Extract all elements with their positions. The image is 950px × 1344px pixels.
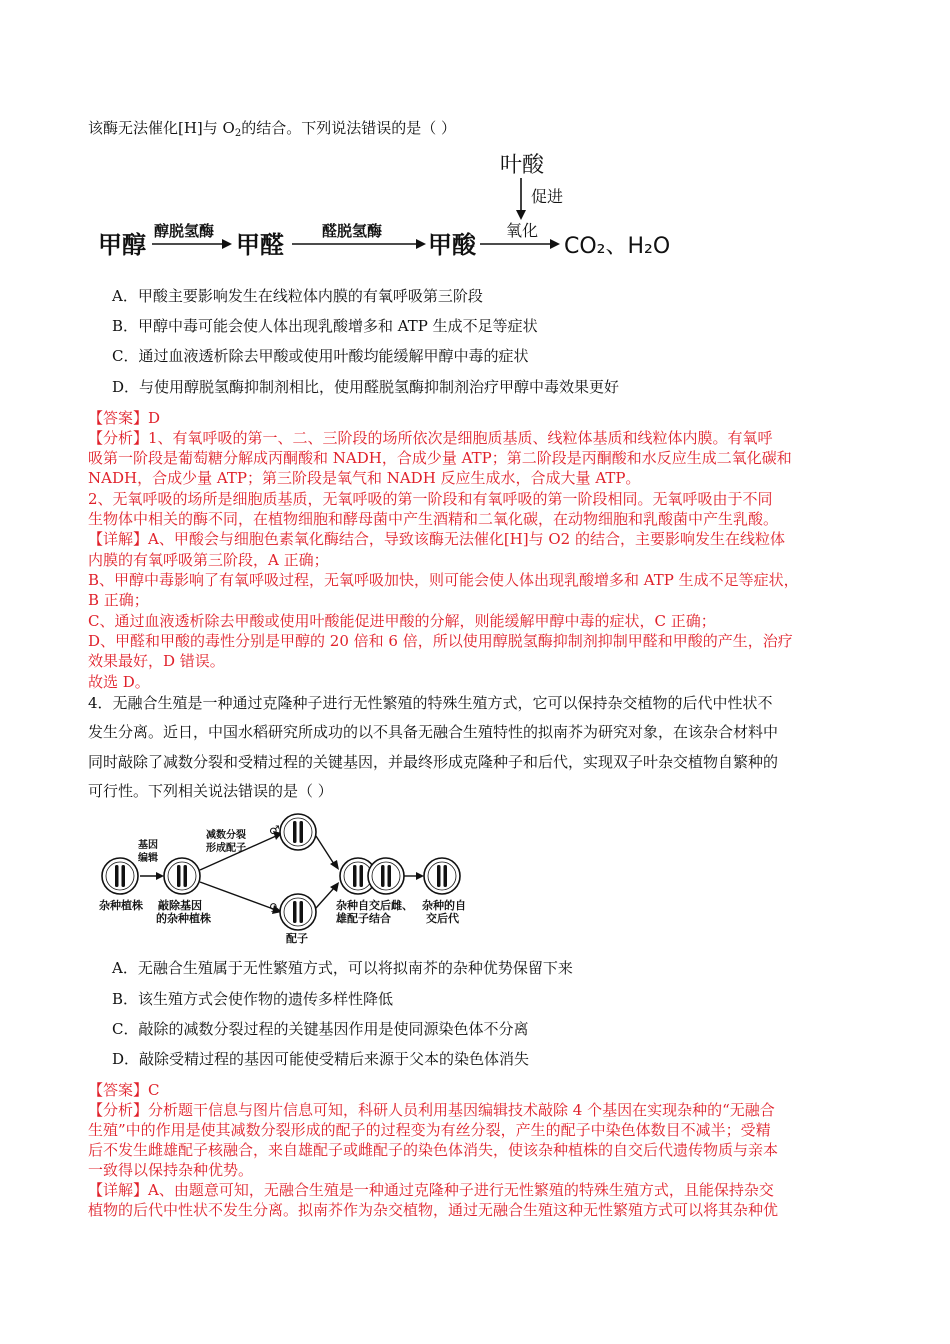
q4-stem-line: 同时敲除了减数分裂和受精过程的关键基因，并最终形成克隆种子和后代，实现双子叶杂交植物自繁种的 (88, 753, 779, 771)
meiosis-label-1: 减数分裂 (206, 830, 246, 841)
q4-answer-line: 【答案】C (88, 1081, 160, 1099)
q3-detail-line: 【详解】A、甲酸会与细胞色素氧化酶结合，导致该酶无法催化[H]与 O2 的结合，主要影响发生在线粒体 (88, 530, 785, 548)
q4-detail-line: 植物的后代中性状不发生分离。拟南芥作为杂交植物，通过无融合生殖这种无性繁殖方式可以将其杂种优 (88, 1201, 779, 1219)
q3-analysis-line: 2、无氧呼吸的场所是细胞质基质，无氧呼吸的第一阶段和有氧呼吸的第一阶段相同。无氧呼吸由于不同 (88, 490, 773, 508)
male-symbol: ♂ (269, 823, 280, 837)
product-label: CO₂、H₂O (564, 234, 671, 259)
offspring-arrowhead (416, 872, 424, 880)
q4-stem-line: 4．无融合生殖是一种通过克隆种子进行无性繁殖的特殊生殖方式，它可以保持杂交植物的后代中性状不 (88, 694, 773, 712)
q3-stem-subscript: 2 (234, 128, 242, 139)
gene-edit-label-1: 基因 (138, 840, 158, 851)
q4-analysis-line: 后不发生雌雄配子核融合，来自雄配子或雌配子的染色体消失，使该杂种植株的自交后代遗传物质与亲本 (88, 1141, 779, 1159)
methanol-label: 甲醇 (98, 231, 146, 259)
offspring-label-1: 杂种的自 (422, 899, 466, 912)
q3-option-d: D．与使用醇脱氢酶抑制剂相比，使用醛脱氢酶抑制剂治疗甲醇中毒效果更好 (112, 378, 620, 396)
q3-detail-line: 内膜的有氧呼吸第三阶段，A 正确； (88, 551, 329, 569)
q3-option-b: B．甲醇中毒可能会使人体出现乳酸增多和 ATP 生成不足等症状 (112, 317, 538, 335)
q3-analysis-line: 【分析】1、有氧呼吸的第一、二、三阶段的场所依次是细胞质基质、线粒体基质和线粒体内膜。有氧呼 (88, 429, 773, 447)
formaldehyde-label: 甲醛 (236, 231, 284, 259)
fertilization-cell (340, 858, 404, 894)
promote-label: 促进 (531, 187, 564, 206)
q4-stem-line: 发生分离。近日，中国水稻研究所成功的以不具备无融合生殖特性的拟南芥为研究对象，在该杂合材料中 (88, 723, 779, 741)
edit-arrowhead (156, 872, 164, 880)
q3-option-c: C．通过血液透析除去甲酸或使用叶酸均能缓解甲醇中毒的症状 (112, 347, 529, 365)
offspring-label-2: 交后代 (426, 912, 459, 925)
q3-stem-post: 的结合。下列说法错误的是（ ） (241, 119, 457, 137)
q3-answer-line: 【答案】D (88, 409, 161, 427)
meiosis-label-2: 形成配子 (206, 843, 246, 854)
adh-label: 醇脱氢酶 (154, 222, 215, 240)
q3-detail-line: B 正确； (88, 591, 149, 609)
aldh-label: 醛脱氢酶 (322, 222, 383, 240)
q3-option-a: A．甲酸主要影响发生在线粒体内膜的有氧呼吸第三阶段 (112, 287, 483, 305)
merge-arrow-up (316, 836, 334, 864)
q3-conclusion-line: 故选 D。 (88, 673, 150, 691)
male-gamete-cell (280, 814, 316, 850)
q4-option-d: D．敲除受精过程的基因可能使受精后来源于父本的染色体消失 (112, 1050, 530, 1068)
merge-arrowhead-up (330, 860, 339, 870)
arrowhead-2 (416, 239, 426, 249)
q4-detail-line: 【详解】A、由题意可知，无融合生殖是一种通过克隆种子进行无性繁殖的特殊生殖方式，且能保持杂交 (88, 1181, 774, 1199)
offspring-cell (424, 858, 460, 894)
folate-label: 叶酸 (500, 153, 545, 178)
methanol-metabolism-diagram (96, 140, 676, 270)
promote-arrowhead (516, 210, 526, 220)
formic-acid-label: 甲酸 (428, 231, 476, 259)
q4-stem-line: 可行性。下列相关说法错误的是（ ） (88, 782, 333, 800)
q3-analysis-line: 吸第一阶段是葡萄糖分解成丙酮酸和 NADH，合成少量 ATP；第二阶段是丙酮酸和水反应生成二氧化碳和 (88, 449, 792, 467)
q4-option-a: A．无融合生殖属于无性繁殖方式，可以将拟南芥的杂种优势保留下来 (112, 959, 573, 977)
knockout-label-1: 敲除基因 (158, 899, 202, 912)
q4-option-b: B．该生殖方式会使作物的遗传多样性降低 (112, 990, 394, 1008)
q3-analysis-line: 生物体中相关的酶不同，在植物细胞和酵母菌中产生酒精和二氧化碳，在动物细胞和乳酸菌中产生乳酸。 (88, 510, 779, 528)
q4-option-c: C．敲除的减数分裂过程的关键基因作用是使同源染色体不分离 (112, 1020, 529, 1038)
q3-detail-line: 效果最好，D 错误。 (88, 652, 225, 670)
female-gamete-cell (280, 894, 316, 930)
q4-analysis-line: 【分析】分析题干信息与图片信息可知，科研人员利用基因编辑技术敲除 4 个基因在实现杂种的“无融合 (88, 1101, 775, 1119)
hybrid-plant-cell (102, 858, 138, 894)
q3-analysis-line: NADH，合成少量 ATP；第三阶段是氧气和 NADH 反应生成水，合成大量 ATP。 (88, 469, 641, 487)
hybrid-plant-label: 杂种植株 (99, 899, 143, 912)
q3-detail-line: D、甲醛和甲酸的毒性分别是甲醇的 20 倍和 6 倍，所以使用醇脱氢酶抑制剂抑制甲醛和甲酸的产生，治疗 (88, 632, 793, 650)
q3-stem-pre: 该酶无法催化[H]与 O (88, 119, 235, 137)
selfing-label-2: 雄配子结合 (336, 912, 391, 925)
selfing-label-1: 杂种自交后雌、 (336, 899, 413, 912)
knockout-plant-cell (164, 858, 200, 894)
q3-detail-line: B、甲醇中毒影响了有氧呼吸过程，无氧呼吸加快，则可能会使人体出现乳酸增多和 ATP 生成不足等症状， (88, 571, 799, 589)
gene-edit-label-2: 编辑 (138, 853, 158, 864)
q4-analysis-line: 生殖”中的作用是使其减数分裂形成的配子的过程变为有丝分裂，产生的配子中染色体数目不减半；受精 (88, 1121, 771, 1139)
q4-analysis-line: 一致得以保持杂种优势。 (88, 1161, 254, 1179)
oxidation-label: 氧化 (506, 221, 539, 240)
merge-arrow-down (316, 888, 334, 908)
arrowhead-1 (222, 239, 232, 249)
q3-detail-line: C、通过血液透析除去甲酸或使用叶酸能促进甲酸的分解，则能缓解甲醇中毒的症状，C 正确； (88, 612, 716, 630)
female-symbol: ♀ (269, 901, 278, 915)
arrowhead-3 (550, 239, 560, 249)
branch-arrow-down (200, 882, 276, 910)
knockout-label-2: 的杂种植株 (156, 912, 211, 925)
gamete-label: 配子 (286, 932, 308, 945)
apomixis-diagram (96, 808, 486, 948)
